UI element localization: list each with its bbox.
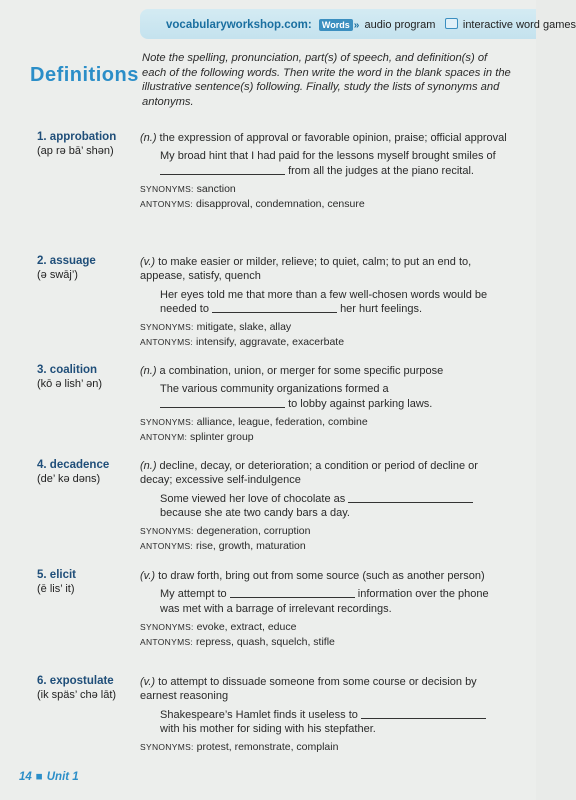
synonyms-line: SYNONYMS: sanction [140,182,236,195]
synonyms: alliance, league, federation, combine [193,415,368,428]
antonyms-line: ANTONYMS: disapproval, condemnation, censure [140,198,365,211]
example-sentence: Some viewed her love of chocolate as because she ate two candy bars a day. [160,492,500,521]
synonyms-line: SYNONYMS: alliance, league, federation, combine [140,415,368,428]
page-number: 14 [19,771,32,783]
instructions: Note the spelling, pronunciation, part(s) of speech, and definition(s) of each of the following words. Then write the word in the blank spaces in the illustrative sentence(s) following. Finally, study the lists of synonyms and antonyms. [142,52,511,108]
antonyms-line: ANTONYMS: repress, quash, squelch, stifle [140,636,335,649]
website-banner [140,9,576,39]
entry-word: expostulate [49,675,114,687]
definition [140,569,508,583]
sound-icon: » [353,20,360,31]
page-footer [19,771,79,783]
definition [140,255,508,284]
entry-number: 3. [37,364,47,376]
synonyms: mitigate, slake, allay [193,321,292,334]
synonyms: protest, remonstrate, complain [193,741,339,754]
pronunciation: (de’ kə dəns) [37,473,101,485]
pronunciation: (ə swāj’) [37,269,78,281]
answer-blank[interactable] [212,302,337,313]
part-of-speech: (n.) [140,460,157,472]
monitor-icon [445,18,458,29]
example-sentence: The various community organizations formed a to lobby against parking laws. [160,383,433,410]
synonyms: evoke, extract, educe [193,620,297,633]
definition [140,675,508,704]
section-title: Definitions [30,64,139,86]
part-of-speech: (v.) [140,676,156,688]
entry-word: elicit [49,569,77,581]
synonyms-line: SYNONYMS: degeneration, corruption [140,525,311,538]
definition-text: decline, decay, or deterioration; a condition or period of decline or decay; excessive self-indulgence [140,460,478,487]
entry-number: 4. [37,459,47,471]
synonyms: degeneration, corruption [193,525,311,538]
example-sentence: Shakespeare’s Hamlet finds it useless to with his mother for siding with his stepfather. [160,708,500,737]
synonyms-line: SYNONYMS: evoke, extract, educe [140,620,297,633]
entry-word: approbation [49,131,117,143]
example-sentence: My attempt to information over the phone was met with a barrage of irrelevant recordings. [160,588,489,615]
entry-number: 6. [37,675,47,687]
definition-text: to make easier or milder, relieve; to quiet, calm; to put an end to, appease, satisfy, quench [140,256,472,283]
antonyms-line: ANTONYM: splinter group [140,431,254,444]
synonyms-line: SYNONYMS: mitigate, slake, allay [140,321,292,334]
antonyms: repress, quash, squelch, stifle [193,636,335,649]
antonyms: splinter group [187,431,254,444]
entry-word: coalition [49,364,98,376]
antonyms: rise, growth, maturation [193,540,306,553]
definition-text: the expression of approval or favorable opinion, praise; official approval [156,132,507,144]
answer-blank[interactable] [361,708,486,719]
audio-program-text: audio program [364,19,436,31]
synonyms: sanction [193,182,236,195]
antonyms-line: ANTONYMS: rise, growth, maturation [140,540,306,553]
part-of-speech: (n.) [140,365,157,377]
answer-blank[interactable] [348,492,473,503]
entry-number: 2. [37,255,47,267]
pronunciation: (ik späs’ chə lāt) [37,689,117,701]
website-url: vocabularyworkshop.com: [166,19,312,31]
antonyms: intensify, aggravate, exacerbate [193,336,345,349]
word-games-text: interactive word games [462,19,576,31]
definition-text: to draw forth, bring out from some source (such as another person) [155,570,485,582]
entry-word: decadence [49,459,110,471]
example-sentence: Her eyes told me that more than a few well-chosen words would be needed to her hurt feelings. [160,288,488,315]
part-of-speech: (v.) [140,256,156,268]
definition [140,459,508,488]
part-of-speech: (v.) [140,570,156,582]
answer-blank[interactable] [230,587,355,598]
answer-blank[interactable] [160,164,285,175]
synonyms-line: SYNONYMS: protest, remonstrate, complain [140,741,339,754]
antonyms-line: ANTONYMS: intensify, aggravate, exacerbate [140,336,345,349]
answer-blank[interactable] [160,397,285,408]
entry-number: 5. [37,569,47,581]
pronunciation: (ē lis’ it) [37,583,75,595]
definition [140,131,508,145]
part-of-speech: (n.) [140,132,157,144]
pronunciation: (kō ə lish’ ən) [37,378,103,390]
unit-label: Unit 1 [46,771,79,783]
entry-number: 1. [37,131,47,143]
definition [140,364,508,378]
entry-word: assuage [49,255,96,267]
example-sentence: My broad hint that I had paid for the lessons myself brought smiles of from all the judges at the piano recital. [160,150,496,177]
pronunciation: (ap rə bā’ shən) [37,145,114,157]
definition-text: to attempt to dissuade someone from some course or decision by earnest reasoning [140,676,477,703]
words-badge: Words [319,19,353,31]
bullet-icon: ■ [35,771,43,783]
antonyms: disapproval, condemnation, censure [193,198,365,211]
definition-text: a combination, union, or merger for some specific purpose [156,365,444,377]
